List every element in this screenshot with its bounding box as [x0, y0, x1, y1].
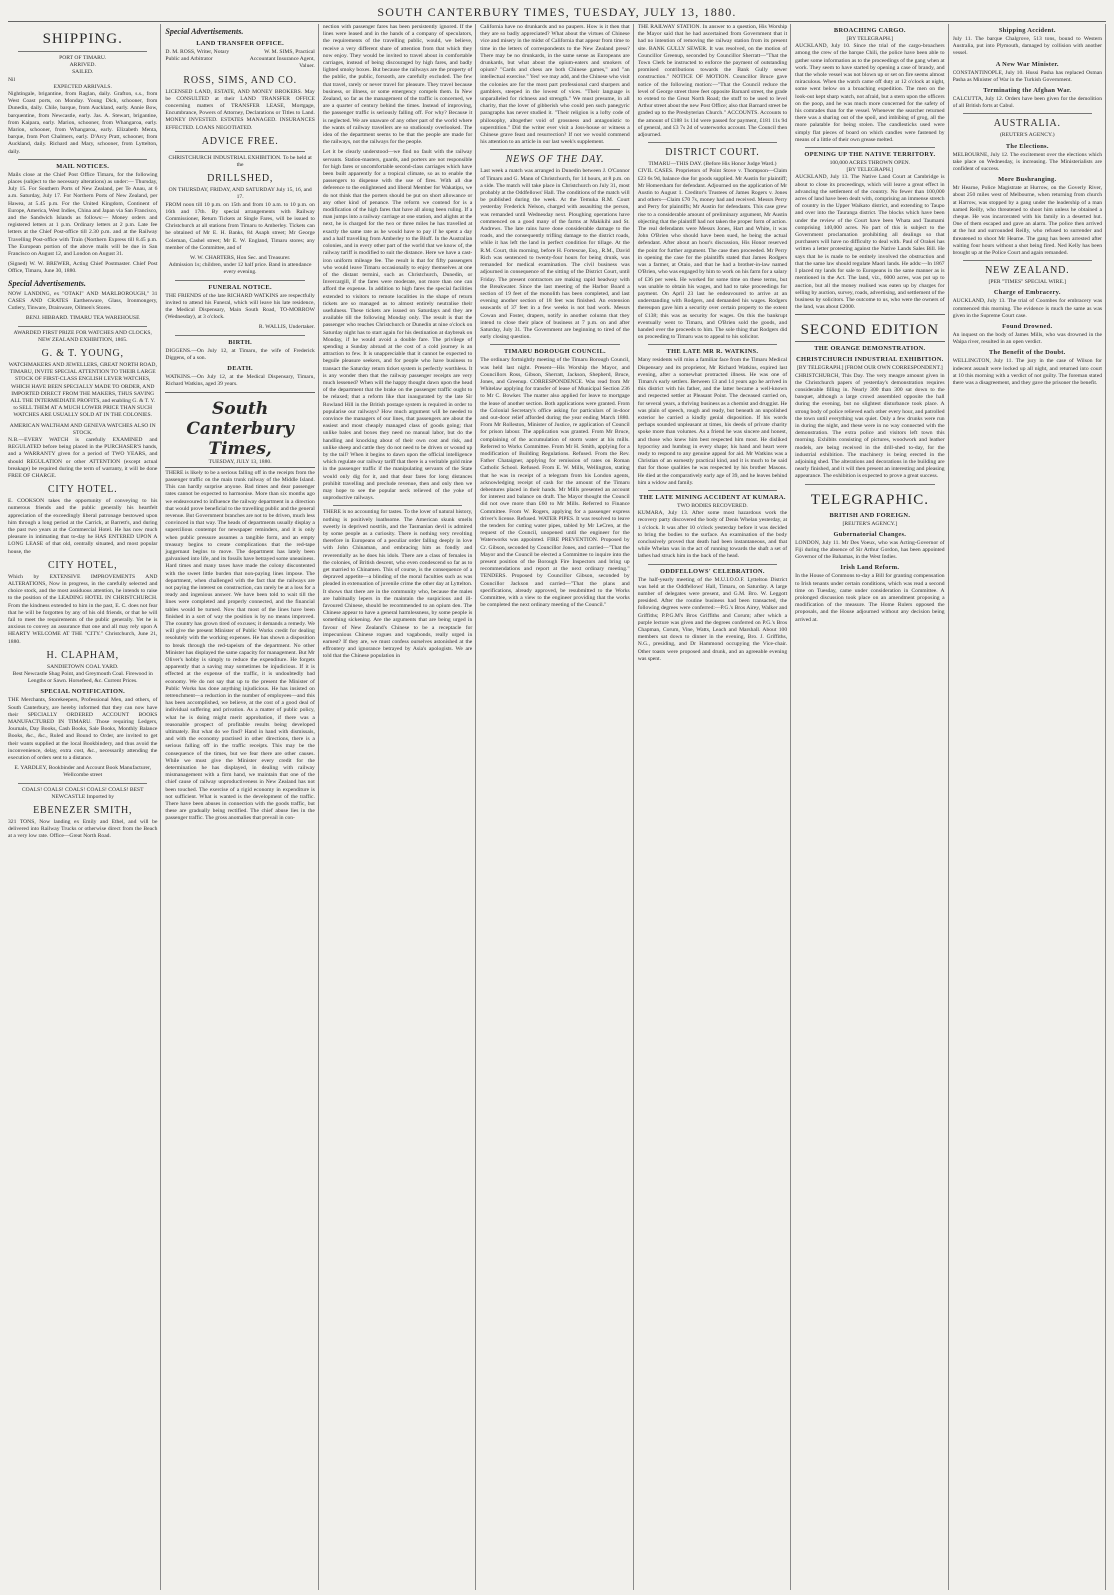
special-ads-heading: Special Advertisements. [8, 278, 86, 288]
second-edition-heading: SECOND EDITION [800, 322, 940, 339]
exhibition-days: ON THURSDAY, FRIDAY, AND SATURDAY July 15, 16, and 17. [168, 187, 312, 201]
ross-sims-ad: LICENSED LAND, ESTATE, AND MONEY BROKERS. May be CONSULTED at their LAND TRANSFER OFFICE concerning matters of TRANSFER LEASE, Mortgage, Encumbrance, Powers of Attorney, Declarations or Titles to Land. MONEY INVESTED. ESTATES MANAGED. INSURANCES EFFECTED. LOANS NEGOTIATED. [165, 88, 315, 131]
shipping-heading: SHIPPING. [42, 31, 123, 47]
cargo-heading: BROACHING CARGO. [833, 27, 906, 34]
reuter-byline: [REUTER'S AGENCY.] [842, 520, 898, 527]
city-hotel-heading: CITY HOTEL. [47, 484, 118, 496]
mining-heading: THE LATE MINING ACCIDENT AT KUMARA. [639, 493, 786, 501]
mail-signature: (Signed) W. W. BREWER, Acting Chief Postmaster. Chief Post Office, Timaru, June 30, 1880. [8, 261, 158, 275]
column-6 [795, 24, 948, 1590]
opening-byline: [BY TELEGRAPH.] [846, 167, 894, 174]
news-of-the-day: Last week a match was arranged in Dunedin between J. O'Connor of Timaru and G. Mann of Christchurch, for 14 hours, at 8 p.m. on a side. The match will take place in Christchurch on July 31, most probably at the Oddfellows' Hall. The conditions of the match will be published during the week. At the Temuka R.M. Court yesterday Frederick Nelson, charged with assaulting the person, was remanded until Wednesday next. Ploughing operations have commenced on a good many of the farms at Makikihi and St. Andrews. The late rains have done considerable damage to the roads, and the consequently trifling damage to the district roads, while it has left the land in perfect condition for tillage. At the R.M. Court, this morning, before H. Fortescue, Esq., R.M., David Rich was sentenced to twenty-four hours for being drunk, was remanded for medical examination. The civil business was adjourned in consequence of the sitting of the District Court, until Friday. The present contractors are making rapid headway with the Breakwater. Since the last meeting of the Harbor Board a section of 19 feet of the monolith has been completed, and last evening another section of 18 feet was finished. An extension seawards of 37 feet in a few weeks is not bad work. Messrs Cowan and Foster, drapers, notify in another column that they intend to close their place of business at 7 p.m. on and after Saturday, July 31. The Government are beginning to tired of the early closing question. [480, 168, 630, 341]
irish-report: In the House of Commons to-day a Bill for granting compensation to Irish tenants under certain conditions, which was read a second time on Tuesday, came under consideration in Committee. A prolonged discussion took place on an amendment proposing a modification of the measure. The Home Rulers opposed the proposals, and the House adjourned without any decision being arrived at. [795, 573, 945, 623]
city-hotel-ad-2: Which by EXTENSIVE IMPROVEMENTS AND ALTERATIONS, Now in progress, in the carefully selected and choice stock, and the most assiduous attention, he intends to raise to the position of the LEADING HOTEL IN CHRISTCHURCH. From the kindness extended to him in the past, E. C. does not fear that he will be forgotten by any of his old friends, or that he will fail to meet the requirements of the public generally. Yet he is anxious to convey an assurance that one and all may rely upon A HEARTY WELCOME AT THE "CITY." Christchurch, June 21, 1880. [8, 573, 158, 645]
divider [795, 314, 944, 315]
telegraphic-heading: TELEGRAPHIC. [810, 491, 929, 508]
exhibition-ad: FROM noon till 10 p.m. on 15th and from 10 a.m. to 10 p.m. on 16th and 17th. By special arrangements with Railway Commissioner, Return Tickets at Single Fares, will be issued to Christchurch at all stations from Timaru to Amberley. Tickets can be obtained of Mr E. H. Banks, 84 Asaph street; Mr George Coleman, Cashel street; Mr E. W. England, Timaru stores; any member of the Committee, and of [165, 201, 315, 251]
exhibition-heading: CHRISTCHURCH INDUSTRIAL EXHIBITION. To be held at the [168, 154, 312, 169]
gov-report: LONDON, July 11. Mr Des Voeux, who was Acting-Governor of Fiji during the absence of Sir Arthur Gordon, has been appointed Governor of the Bahamas, in the West Indies. [795, 539, 945, 561]
smith-ad: 321 TONS, Now landing ex Emily and Ethel, and will be delivered into Railway Trucks or otherwise direct from the Beach at a very low rate. Office—Great North Road. [8, 819, 158, 840]
sailed-label: SAILED. [72, 69, 94, 76]
embracery-heading: Charge of Embracery. [993, 289, 1061, 297]
death-heading: DEATH. [227, 365, 253, 373]
doubt-heading: The Benefit of the Doubt. [989, 349, 1066, 357]
divider [963, 260, 1092, 261]
leader-continued-2: Let it be clearly understood—we find no fault with the railway servants. Station-masters, guards, and porters are not responsible for high fares or uncomfortable second-class carriages which have been built apparently for a tropical climate, so as to enable the passengers to dispense with the use of fires. With all due deference to the enlightened and liberal Member for Wakatipu, we do not think that the porters should be put on short allowance or any other kind of penance. The reform we contend for is a modification of the high fares that have all along been ruling. If a man jumps into a railway carriage at one station, and alights at the next, he is charged for the two or three miles he has travelled at exactly the same rate as he would have to pay if he spent a day and a half travelling from Amberley to the Bluff. In the Australian colonies, and in every other part of the world that we know of, the railway tariff is modified to suit the distance. Here we have a cast-iron uniform mileage fee. The result is that for fifty passengers who would leave Timaru occasionally to enjoy themselves at one of the distant termini, such as Christchurch, Dunedin, or Invercargill, if the fares were moderate, not more than one can afford the expense. In addition to high fares the special facilities extended to visitors to remote localities in the shape of return tickets are so managed as to almost entirely neutralise their usefulness. These tickets are issued on Saturdays and they are available till the following Monday only. The result is that the passenger who reaches Christchurch or Dunedin at nine o'clock on Saturday night has to start again for his destination at daybreak on Monday, if he would avoid a double fare. The privilege of spending a Sunday abroad at the cost of a cold journey is an attraction to few. It is unappreciable that it cannot be expected to beguile pleasure seekers, and for people who have business to transact the Saturday return ticket system is perfectly worthless. It is any wonder then that the railway passenger receipts are very much lessened? When will the happy thought dawn upon the head of the department that the brake on the passenger traffic ought to be relaxed; that a reform like that inaugurated by the late Sir Rowland Hill in the British postage system is required in order to popularise our railways? How much argument will be needed to convince the managers of our lines, that passengers are about the easiest and most cheaply managed class of goods going; that unlike bales and boxes they need no manual labor, but do the handling and knocking about of their own cost and risk, and unlike sheep and cattle they do not need to be driven or wound up by the tail? When it begins to dawn upon the official intelligence which regulate our railway tariff that there is a veritable gold mine in the passenger traffic if the manipulating servants of the State would only dig for it, and that dear fares for long distances prohibit travelling and preclude revenue, then and only then we may hope to see the popular neck relieved of the yoke of unproductive railways. [322, 149, 473, 502]
dateline: TUESDAY, JULY 13, 1880. [208, 458, 272, 465]
news-of-the-day-heading: NEWS OF THE DAY. [505, 154, 605, 166]
cargo-byline: [BY TELEGRAPH.] [846, 36, 894, 42]
firm-right: W. M. SIMS, Practical Accountant Insurance Agent, Valuer. [249, 49, 315, 70]
american-ad: AMERICAN WALTHAM AND GENEVA WATCHES ALSO IN STOCK. [9, 422, 156, 436]
british-heading: BRITISH AND FOREIGN. [829, 511, 911, 519]
embracery-report: AUCKLAND, July 13. The trial of Coombes for embracery was commenced this morning. The evidence is much the same as was given in the Supreme Court case. [952, 298, 1102, 319]
charters-signature: W. W. CHARTERS, Hon Sec. and Treasurer. [189, 255, 291, 262]
hibbard-ad: BENJ. HIBBARD. TIMARU TEA WAREHOUSE [25, 315, 140, 322]
young-heading: G. & T. YOUNG, [41, 347, 124, 359]
new-zealand-heading: NEW ZEALAND. [985, 265, 1070, 277]
bushranging-heading: More Bushranging. [998, 176, 1057, 184]
divider [175, 151, 304, 152]
divider [175, 280, 304, 281]
war-minister-heading: A New War Minister. [995, 60, 1059, 68]
council-heading: TIMARU BOROUGH COUNCIL. [504, 348, 606, 356]
elections-heading: The Elections. [1005, 142, 1049, 150]
divider [18, 783, 147, 784]
leader-article: THERE is likely to be a serious falling off in the receipts from the passenger traffic on the main trunk railway of the Middle Island. This can hardly surprise anyone. Bad times and dear passenger rates cannot be expected to harmonise. More than six months ago we endeavoured to influence the railway department in a direction that would prove beneficial to the travelling public and the general revenue. But Government branches are not to be driven, much less convinced in that way. The heads of departments usually display a supercilious contempt for newspaper reminders, and it is only when public pressure assumes a tangible form, and an empty treasury begins to create complications that the red-tape juggernaut begins to move. The department has lately been galvanised into life, and its fossils have betrayed some uneasiness. Hard times and many taxes have made the colony discontented with the sweet little burden that non-paying lines impose. The department, when challenged with the fact that the railways are not paying the interest on construction, can rarely be at a loss for a ready and ingenious answer. We have been told to wait till the lines were completed and properly connected, and the financial tables would be turned. Now that most of the lines have been finished in a sort of way the position is by no means improved. The country has grown tired of excuses; it demands a remedy. We will give the present Minister of Public Works credit for dealing resolutely with the working expenses. He has shown a disposition to break through the red-tapeism of the department. No other Minister has displayed the same capacity for management. But Mr Oliver's hobby is simply to reduce the expenditure. He forgets apparently that a saving may sometimes be injudicious. If it is effected at the expense of the traffic, it is undoubtedly bad economy. We do not say that up to the present the Minister of Public Works has done anything injudicious. He has insisted on retrenchment—a reduction in the number of employees—and this has been accomplished, we believe, at the cost of a good deal of individual suffering and privation. As a matter of public policy, what he is doing might merit approbation, if there was a reasonable prospect of profitable results being developed ultimately. But what do we find? Hand in hand with dismissals, and with the economy practised in other directions, there is a serious falling off in the traffic receipts. This may be the consequence of the times, but we fear there are other causes. While we must give the Minister every credit for the determination he has displayed, in dealing with railway mismanagement with a firm hand, we maintain that one of the chief cause of railway unproductiveness in New Zealand has not been touched. The exercise of a rigid economy in expenditure is not sufficient. What is wanted is the development of the traffic. There have been abuses in connection with the goods traffic, but these are gradually being rectified. The chief abuse lies in the passenger traffic. The gross anomalies that prevail in con- [165, 469, 315, 822]
landing-ad: NOW LANDING, ex "OTAKI" AND MARLBOROUGH," 31 CASES AND CRATES Earthenware, Glass, Ironmongery, Cutlery, Tinware, Drainware, Oilmen's Stores. [8, 290, 158, 312]
exhibition-heading: CHRISTCHURCH INDUSTRIAL EXHIBITION. [796, 356, 944, 364]
divider [18, 326, 147, 327]
divider [805, 147, 934, 148]
expected-heading: EXPECTED ARRIVALS. [53, 83, 112, 90]
admission-text: Admission 1s; children, under 12 half price. Band in attendance every evening. [168, 262, 312, 276]
expected-arrivals: Nightingale, brigantine, from Raglan, daily. Grafton, s.s., from West Coast ports, on Monday. Young Dick, schooner, from Dunedin, daily. Chile, barque, from Auckland, early. Annie Bow, barquentine, from Newcastle, early. Jas. A. Stewart, brigantine, from Kaipara, early. Marion, schooner, from Whangaroa, early. Marion, schooner, from Whangaroa, early. Elizabeth Menta, barque, from Port Chalmers, early. D'Arcy Pratt, schooner, from Auckland, daily. Richard and Mary, schooner, from Lyttelton, daily. [8, 91, 158, 155]
newspaper-nameplate: South Canterbury Times, [186, 398, 294, 459]
watkins-heading: THE LATE MR R. WATKINS. [666, 348, 759, 356]
coals-ad: COALS! COALS! COALS! COALS! COALS! BEST NEWCASTLE Imported by [21, 786, 144, 800]
elections-report: MELBOURNE, July 12. The excitement over the elections which take place on Wednesday, is increasing. The Ministerialists are confident of success. [952, 151, 1102, 173]
opening-subheading: 100,000 ACRES THROWN OPEN. [829, 160, 911, 167]
advice-free: ADVICE FREE. [201, 135, 279, 147]
shipping-accident-report: July 11. The barque Chalgrove, 513 tons, bound to Western Australia, put into Plymouth, damaged by collision with another vessel. [952, 36, 1102, 57]
orange-heading: THE ORANGE DEMONSTRATION. [814, 345, 926, 353]
funeral-heading: FUNERAL NOTICE. [208, 283, 272, 291]
masthead-rule [8, 21, 1106, 22]
divider [165, 467, 314, 468]
afghan-heading: Terminating the Afghan War. [983, 87, 1072, 95]
firm-left: D. M. ROSS, Writer, Notary Public and Arbitrator [165, 49, 230, 63]
oddfellows-report: The half-yearly meeting of the M.U.I.O.O.F. Lyttelton District was held at the Oddfellows' Hall, Timaru, on Saturday. A large number of delegates were present, and G.M. Bro. W. Leggott presided. After the routine business had been transacted, the following degrees were conferred:—P.G.'s Bros Airey, Walker and Griffiths; P.P.G.M's Bros Griffiths and Corum; after which a purple lecture was given and the degrees conferred on P.G.'s Bros Chapman, Corum, Vine, Watts, Leach and Marshall. About 100 members sat down to dinner in the evening, Bro. J. Griffiths, N.G., presiding, and Dr Hammond occupying the Vice-chair. Other toasts were proposed and drunk, and an agreeable evening was spent. [637, 576, 788, 662]
yardley-ad: E. YARDLEY, Bookbinder and Account Book Manufacturer, Wellcombe street [14, 765, 152, 779]
birth-heading: BIRTH. [228, 338, 253, 346]
clapham-heading: H. CLAPHAM, [46, 649, 119, 661]
divider [648, 344, 777, 345]
oddfellows-heading: ODDFELLOWS' CELEBRATION. [660, 567, 765, 575]
nil-label: Nil [8, 76, 16, 83]
bushranging-report: Mr Hearne, Police Magistrate at Hurrow, on the Goverly River, about 250 miles west of Melbourne, when returning from church at Harrow, was stopped by a gang under the leadership of a man named Reilly, who threatened to shoot him unless he obtained a cheque. He was incarcerated with his family in a deserted hut. One of them escaped and gave an alarm. The police then arrived at the hut and surrounded Reilly, who refused to surrender and threatened to shoot Mr Hearne. The gang has been arrested after waiting four hours without a shot being fired. Ned Kelly has been brought up at the Police Court and again remanded. [952, 185, 1102, 257]
column-7 [953, 24, 1106, 1590]
mail-notices: Mails close at the Chief Post Office Timaru, for the following places (subject to the necessary alterations) as under:— Thursday, July 15. For Southern Ports of New Zealand, per Te Anau, at 6 a.m. Saturday, July 17. For Northern Ports of New Zealand, per Hawea, at 5.45 p.m. For the United Kingdom, Continent of Europe, America, West Indies, China and Japan via San Francisco, and the Sandwich Islands as follows:— Money orders and registered letters at 1 p.m. Ordinary letters at 2 p.m. Late fee letters at the Chief Post-office till 2.30 p.m. and at the Railway Travelling Post-office with Train (Northern Express till 8.45 p.m. The European portion of the above mails will be due in San Francisco on August 12, and London on August 31. [8, 171, 158, 258]
chinese-article-continued: California have no drunkards and no paupers. How is it then that they are so badly appreciated? What about the virtues of Chinese vice and misery in the midst of California that appear from time to time in the letters of correspondents to the New Zealand press? There may be no drunkards, in the same sense as Europeans are drunkards, but what about the opium-eaters and smokers of opium? "Cards and chess are both Chinese games," and "an intellectual exercise." Yes! we may add, and the Chinese who visit the colonies are for the most part professional card sharpers and gamblers, steeped in the lowest of vices. "Their language is unparalleled for richness and strength." We must presume, in all charity, that the lover of gibberish who could pen such panegyric paragraphs has never studied it. "Their religion is a lofty code of philosophy, altogether void of grossness and antagonistic to superstition." Did the writer ever visit a Joss-house or witness a Chinese grave feast and resurrection? If not we would commend his attention to an article in our last week's supplement. [480, 24, 630, 146]
council-report: The ordinary fortnightly meeting of the Timaru Borough Council, was held last night. Present—His Worship the Mayor, and Councillors Ross, Gibson, Sherratt, Jackson, Shepherd, Bruce, Jones, and Greenup. CORRESPONDENCE. Was read from Mr Whitelaw applying for transfer of lease of Municipal Section 236 to Mr C. Bowker. The matter also applied for leave to mortgage the lease of another section. Both applications were granted. From the Colonial Secretary's office asking for particulars of in-door and out-door relief afforded during the year ending March 1880. From Mr Rolleston, Minister of Justice, re application of Council for prison labour. The application was granted. From Mr Bruce, complaining of the accumulation of storm water at his mills. Referred to Works Committee. From Mr H. Smith, applying for a modification of Building Regulations. Refused. From the Rev. Father Chataigner, applying for remission of rates on Roman Catholic School. Refused. From E. W. Mills, Wellington, stating that he was in receipt of a telegram from his London agents, acknowledging receipt of cash for the amount of the Timaru debentures placed in their hands. Mr Mills presented an account for interest and balance on draft. The Mayor thought the Council did not owe more than £60 to Mr Mills. Referred to Finance Committee. From W. Rogers, applying for a passenger express driver's license. Refused. WATER PIPES. It was resolved to leave the tenders for cutting water pipes, tabled by Mr LeCren, at the request of the Council, unopened until the engineer for the Waterworks was appointed. FIRE PREVENTION. Proposed by Cr. Gibson, seconded by Councillor Jones, and carried—"That the Mayor and the Council be elected a Committee to inquire into the present position of the Borough Fire Inspectors and bring up recommendations and report at the next ordinary meeting." TENDERS. Proposed by Councillor Gibson, seconded by Councillor Jackson and carried—"That the plans and specifications, already approved, be resubmitted to the Works Committee, with a view to the engineer providing that the works be completed the next ordinary meeting of the Council." [480, 357, 630, 609]
divider [963, 113, 1092, 114]
divider [175, 335, 304, 336]
divider [18, 159, 147, 160]
arrived-label: ARRIVED. [69, 62, 96, 69]
afghan-report: CALCUTTA, July 12. Orders have been given for the demolition of all British forts at Cabul. [952, 96, 1102, 110]
firm-row [165, 49, 314, 71]
divider [333, 505, 462, 506]
war-minister-report: CONSTANTINOPLE, July 10. Hussi Pasha has replaced Osman Pasha as Minister of War in the Turkish Government. [952, 69, 1102, 83]
special-notification: THE Merchants, Storekeepers, Professional Men, and others, of South Canterbury, are hereby informed that they can now have their SPECIALLY ORDERED ACCOUNT BOOKS MANUFACTURED IN TIMARU. Those requiring Ledgers, Journals, Day Books, Cash Books, Sale Books, Monthly Balance Books, &c., &c., Ruled and Bound to Order, are invited to get their wants supplied at the local Bookbindery, and thus avoid the inconvenience, delay, extra cost, &c., necessarily attending the execution of orders sent to a distance. [8, 697, 158, 762]
nz-byline: [PER "TIMES" SPECIAL WIRE.] [988, 279, 1067, 286]
divider [795, 341, 944, 342]
drowned-heading: Found Drowned. [1002, 323, 1053, 331]
nb-ad: N.B.—EVERY WATCH is carefully EXAMINED and REGULATED before being placed in the PURCHASER'S hands, and a WARRANTY given for a period of TWO YEARS, and should REGULATION or other ATTENTION (except actual breakage) be required during the term of warranty, it will be done FREE OF CHARGE. [8, 436, 158, 479]
funeral-notice: THE FRIENDS of the late RICHARD WATKINS are respectfully invited to attend his Funeral, which will leave his late residence, the Medical Dispensary, Main South Road, TO-MORROW (Wednesday), at 3 o'clock. [165, 292, 315, 321]
doubt-report: WELLINGTON, July 11. The jury in the case of Wilson for indecent assault were locked up all night, and returned into court at 10 this morning with a verdict of not guilty. The foreman stated there was a disagreement, and they gave the prisoner the benefit. [952, 358, 1102, 387]
divider [648, 490, 777, 491]
drillshed-heading: DRILLSHED, [207, 173, 274, 185]
young-ad: WATCHMAKERS AND JEWELLERS, GREAT NORTH ROAD, TIMARU, INVITE SPECIAL ATTENTION TO THEIR LARGE STOCK OF FIRST-CLASS ENGLISH LEVER WATCHES, WHICH HAVE BEEN SPECIALLY MADE TO ORDER, AND IMPORTED DIRECT FROM THE MAKERS, THUS SAVING ALL THE INTERMEDIATE PROFITS, and enabling G. & T. Y. to SELL THEM AT A MUCH LOWER PRICE THAN SUCH WATCHES ARE USUALLY SOLD AT IN THE COLONIES. [8, 361, 157, 419]
city-hotel-heading-2: CITY HOTEL, [47, 559, 118, 571]
special-ads-heading: Special Advertisements. [165, 27, 244, 36]
death-notice: WATKINS.—On July 12, at the Medical Dispensary, Timaru, Richard Watkins, aged 39 years. [165, 374, 315, 388]
mining-report: KUMARA, July 13. After some most hazardous work the recovery party discovered the body of Denis Whelan yesterday, at 1 o'clock. It was after 10 o'clock yesterday before it was decided to bring the bodies to the surface. An examination of the body conclusively proved that death had been instantaneous, and that while Whelan was in the act of running towards the shaft a set of lathes had struck him in the back of the head. [637, 510, 788, 560]
port-heading: PORT OF TIMARU. [59, 55, 107, 61]
awarded-ad: AWARDED FIRST PRIZE FOR WATCHES AND CLOCKS, NEW ZEALAND EXHIBITION, 1865. [13, 329, 152, 343]
drowned-report: An inquest on the body of James Mills, who was drowned in the Waipa river, resulted in an open verdict. [952, 332, 1102, 346]
column-3 [323, 24, 476, 1590]
leader-continued: nection with passenger fares has been persistently ignored. If the lines were leased and in the hands of a company of speculators, the requirements of the travelling public, would, we believe, receive a very different share of attention from that which they now enjoy. They would be invited to travel about in comfortable carriages, instead of being discouraged by high fares, and badly lighted smoky boxes. But because the railways are the property of the public, the public, forsooth, are carefully excluded. The few that travel, rarely or never travel for pleasure. They travel because business, or illness, or some emergency compels them. In New Zealand, so far as the management of the traffic is concerned, we are a quarter of century behind the times. Instead of improving, the passenger traffic is seriously falling off. For why? Because it is neglected. We are unaware of any other part of the world where the wants of railway travellers are so studiously overlooked. The idea of the department seems to be that the people are made for the railways, not the railways for the people. [322, 24, 473, 146]
wallis-signature: R. WALLIS, Undertaker. [258, 324, 315, 331]
council-report-continued: THE RAILWAY STATION. In answer to a question, His Worship the Mayor said that he had ascertained from Government that it had no intention of removing the railway station from its present site. BANK GULLY SEWER. It was resolved, on the motion of Councillor Greenup, seconded by Councillor Sherratt—"That the Town Clerk be instructed to enforce the payment of outstanding promised contributions towards the Bank Gully sewer construction." NOTICE OF MOTION. Councillor Bruce gave notice of the following motion:—"That the Council reduce the level of George street three feet opposite Barnard street, the grade to extend to the Great North Road; the stuff to be used to level Arthur street about the new Post Office; also that Barnard street be graded up to the Presbyterian Church." ACCOUNTS. Accounts to the amount of £188 1s 11d were passed for payment, £181 11s 9d of general, and £3 7s 2d of waterworks account. The Council then adjourned. [637, 24, 788, 139]
watkins-obituary: Many residents will miss a familiar face from the Timaru Medical Dispensary and its proprietor, Mr Richard Watkins, expired last evening, after a somewhat protracted illness. He was one of Timaru's early settlers. Between 13 and 14 years ago he arrived in this district with his father, and the latter became a well-known and respected settler at Pleasant Point. The deceased carried on, for several years, a thriving business as a chemist and druggist. He was plain of speech, rough and ready, but beneath an unpolished exterior he carried a kindly genial disposition. If his words perhaps sounded unpleasant at times, his deeds of private charity spoke more than volumes. As a friend he was sincere and honest, and those who knew him best respected him most. He disliked hypocrisy and humbug in every shape; his hand and heart were ready to respond to any genuine appeal for aid. Mr Watkins was a Christian of an earnestly practical kind, and it is much to be said that for those qualities he was respected by his brother Masons. He died at the comparatively early age of 39, and he leaves behind him a widow and family. [637, 357, 788, 486]
smith-heading: EBENEZER SMITH, [33, 805, 133, 817]
cargo-report: AUCKLAND, July 10. Since the trial of the cargo-broachers among the crew of the barque Chili, the police have been able to gather some information as to the proceedings of the gang when at work. They seem to have started by opening a case of brandy, and that the whole vessel was not blown up or set on fire seems almost miraculous. When the watch came off duty at 12 o'clock at night, some went below on a broaching expedition. The men on the look-out kept sharp watch, not afraid, but a stern upon the officers on the poop, and he was much more concerned for the safety of his comrades than for the vessel. Whenever the searcher returned there was a sharing out of the spoil, and imbibing of grog, all the more palatable for being stolen. The candlesticks used were simply flat pieces of board on which candles were fastened by means of a little of their own grease melted. [795, 43, 945, 143]
divider [490, 344, 619, 345]
divider [805, 484, 934, 485]
city-hotel-ad: E. COOKSON takes the opportunity of conveying to his numerous friends and the public generally his heartfelt appreciation of the exceedingly liberal patronage bestowed upon him through a long period at the Carrick, at Barrett's, and during the past two years at the Commercial Hotel. He has now much pleasure in intimating that to-day he HAS ENTERED UPON A LONG LEASE of that old, centrally situated, and most popular house, the [8, 498, 158, 555]
divider [490, 149, 619, 150]
mail-heading: MAIL NOTICES. [56, 162, 110, 170]
exhibition-report: CHRISTCHURCH, This Day. The very meagre amount given in the Christchurch papers of yesterday's demonstration requires considerable filling in. Nearly 300 than 300 sat down to the banquet, although a large crowd assembled opposite the hall during the evening, but no slightest disturbance took place. A strong body of police relieved each other every hour, and patrolled the town until everything was quiet. Only a few drunks were run in during the night, and these were in no way connected with the demonstration. The extra police and visitors left town this morning. Exhibits consisting of pictures, woodwork and leather models, are being received in the drill-shed to-day, for the industrial exhibition. The machinery is being erected in the adjoining shed. The alterations and decorations in the building are nearly finished, and it will then present an interesting and pleasing appearance. The exhibition is expected to prove a great success. [795, 372, 945, 480]
special-notification-heading: SPECIAL NOTIFICATION. [40, 688, 126, 696]
australia-heading: AUSTRALIA. [993, 118, 1061, 130]
district-court-subheading: TIMARU—THIS DAY. (Before His Honor Judge Ward.) [648, 161, 777, 168]
chinese-article: THERE is no accounting for tastes. To the lover of natural history, nothing is positively loathsome. The American skunk smells sweetly in deprived nostrils, and the Tasmanian devil is admired by some people as a curiosity. There is nothing very revolting therefore in Europeans of a peculiar order falling deeply in love with John Chinaman, and embracing him as fondly and reverentially as he does his idols. There are a class of females in the colonies, of British descent, who even condescend so far as to get married to Chinamen. This of course, is the consequence of a depraved appetite—a blinding of the moral faculties such as was pleaded in extenuation of juvenile crime the other day at Lyttelton. It shows that there are in the community who, because the males are habitually lepers in the maintain the suspicious and ill-favoured Chinese, should be recommended to an opium den. The Chinese appear to have a general harmlessness, by some people is something sickening. Are the arguments that are being urged in favour of New Zealand's Chinese to be a receptacle for impecunious Chinese rogues and vagabonds, really urged in earnest? If they are, we must confess ourselves astonished at the effrontery and ignorance betrayed by Asia's apologists. We are told that the Chinese population in [322, 509, 473, 660]
ross-sims-heading: ROSS, SIMS, AND CO. [183, 74, 297, 86]
clapham-subheading: SANDIETOWN COAL YARD. [47, 663, 119, 670]
column-5 [638, 24, 791, 1590]
column-2 [165, 24, 318, 1590]
irish-heading: Irish Land Reform. [840, 564, 900, 572]
masthead: SOUTH CANTERBURY TIMES, TUESDAY, JULY 13, 1880. [377, 5, 737, 19]
divider [648, 142, 777, 143]
opening-heading: OPENING UP THE NATIVE TERRITORY. [804, 151, 936, 159]
divider [165, 392, 314, 393]
mining-subheading: TWO BODIES RECOVERED. [677, 502, 748, 509]
gov-heading: Gubernatorial Changes. [833, 530, 907, 538]
divider [18, 51, 147, 52]
exhibition-byline: [BY TELEGRAPH.] [FROM OUR OWN CORRESPONDENT.] [796, 365, 943, 372]
reuter-byline: (REUTER'S AGENCY.) [999, 132, 1055, 139]
district-court-report: CIVIL CASES. Proprietors of Point Stove v. Thompson—Claim £23 6s 9d, balance due for goods supplied. Mr Austin for plaintiff; Mr Homersham for defendant. Adjourned on the application of Mr Austin to August 1. Creditor's Trustees of James Rogers v. Jones and others—Claim £70 7s, money had and received. Messrs Perry and Perry for plaintiffs; Mr Austin for defendants. This case grew rise to a considerable amount of preliminary argument, Mr Austin objecting that the plaintiff had not taken the proper form of action. The real defendants were Messrs Jones, Hart and White, it was John O'Brien who should have been sued, he being the actual defendant. After about an hour's discussion, His Honor reserved the point for further argument. The case then proceeded. Mr Perry in opening the case for the plaintiffs stated that James Rodgers was a farmer, at Otaio, and that he had a brother-in-law named O'Brien, who was engaged by him to work on his farm for a salary of £36 per week. He worked for some time on these terms, but was unable to obtain his wages, and had to take proceedings for payment. On April 23 last he endeavoured to arrive at an understanding with Rodgers, and demanded his wages. Rodgers thereupon gave him a security over certain property to the extent of £138; this was as security for wages. On this the bankrupt eventually went to Timaru, and O'Brien sold the goods, and handed over the proceeds to him. The sole thing that Rodgers did on proceeding to Timaru was to appeal to his solicitor. [637, 168, 788, 341]
columns [8, 24, 1106, 1590]
column-1 [8, 24, 161, 1590]
clapham-ad: Best Newcastle Shag Point, and Greymouth Coal. Firewood in Lengths or Sawn. Horsefeed, &c. Current Prices. [12, 671, 153, 685]
birth-notice: DIGGENS.—On July 12, at Timaru, the wife of Frederick Diggens, of a son. [165, 347, 315, 361]
district-court-heading: DISTRICT COURT. [665, 147, 760, 159]
land-office-heading: LAND TRANSFER OFFICE. [196, 40, 284, 47]
shipping-accident-heading: Shipping Accident. [998, 27, 1056, 34]
column-4 [480, 24, 633, 1590]
divider [648, 564, 777, 565]
opening-report: AUCKLAND, July 13. The Native Land Court at Cambridge is about to close its proceedings, which will leave a great effect in advancing the settlement of the country. No fewer than 100,000 acres of land have been dealt with, comprising an immense stretch of country in the Upper Waikato district, and extending to Taupo and over into the Tauranga district. The blocks which have been under the review of the Court have been Whata and Taumami comprising 140,000 acres. No part of this is subject to the Government proclamation prohibiting all dealings so that purchasers will have no difficulty to deal with. Paul of Orakei has written a letter protesting against the Native Lands Sales Bill. He says that he is made to be entitely involved the obstruction and that the same law should regulate Maori lands. He adds:—In 1867 I placed my lands for sale to Europeans in the same manner as is mentioned in the Act. The land, viz., 6000 acres, was put up to auction, but all the money realised was eaten up by charges for selling by auction, survey, roads, advertising, and settlement of the business by solicitors. The outcome to us, who were the owners of the land, was about £2000. [795, 174, 945, 311]
